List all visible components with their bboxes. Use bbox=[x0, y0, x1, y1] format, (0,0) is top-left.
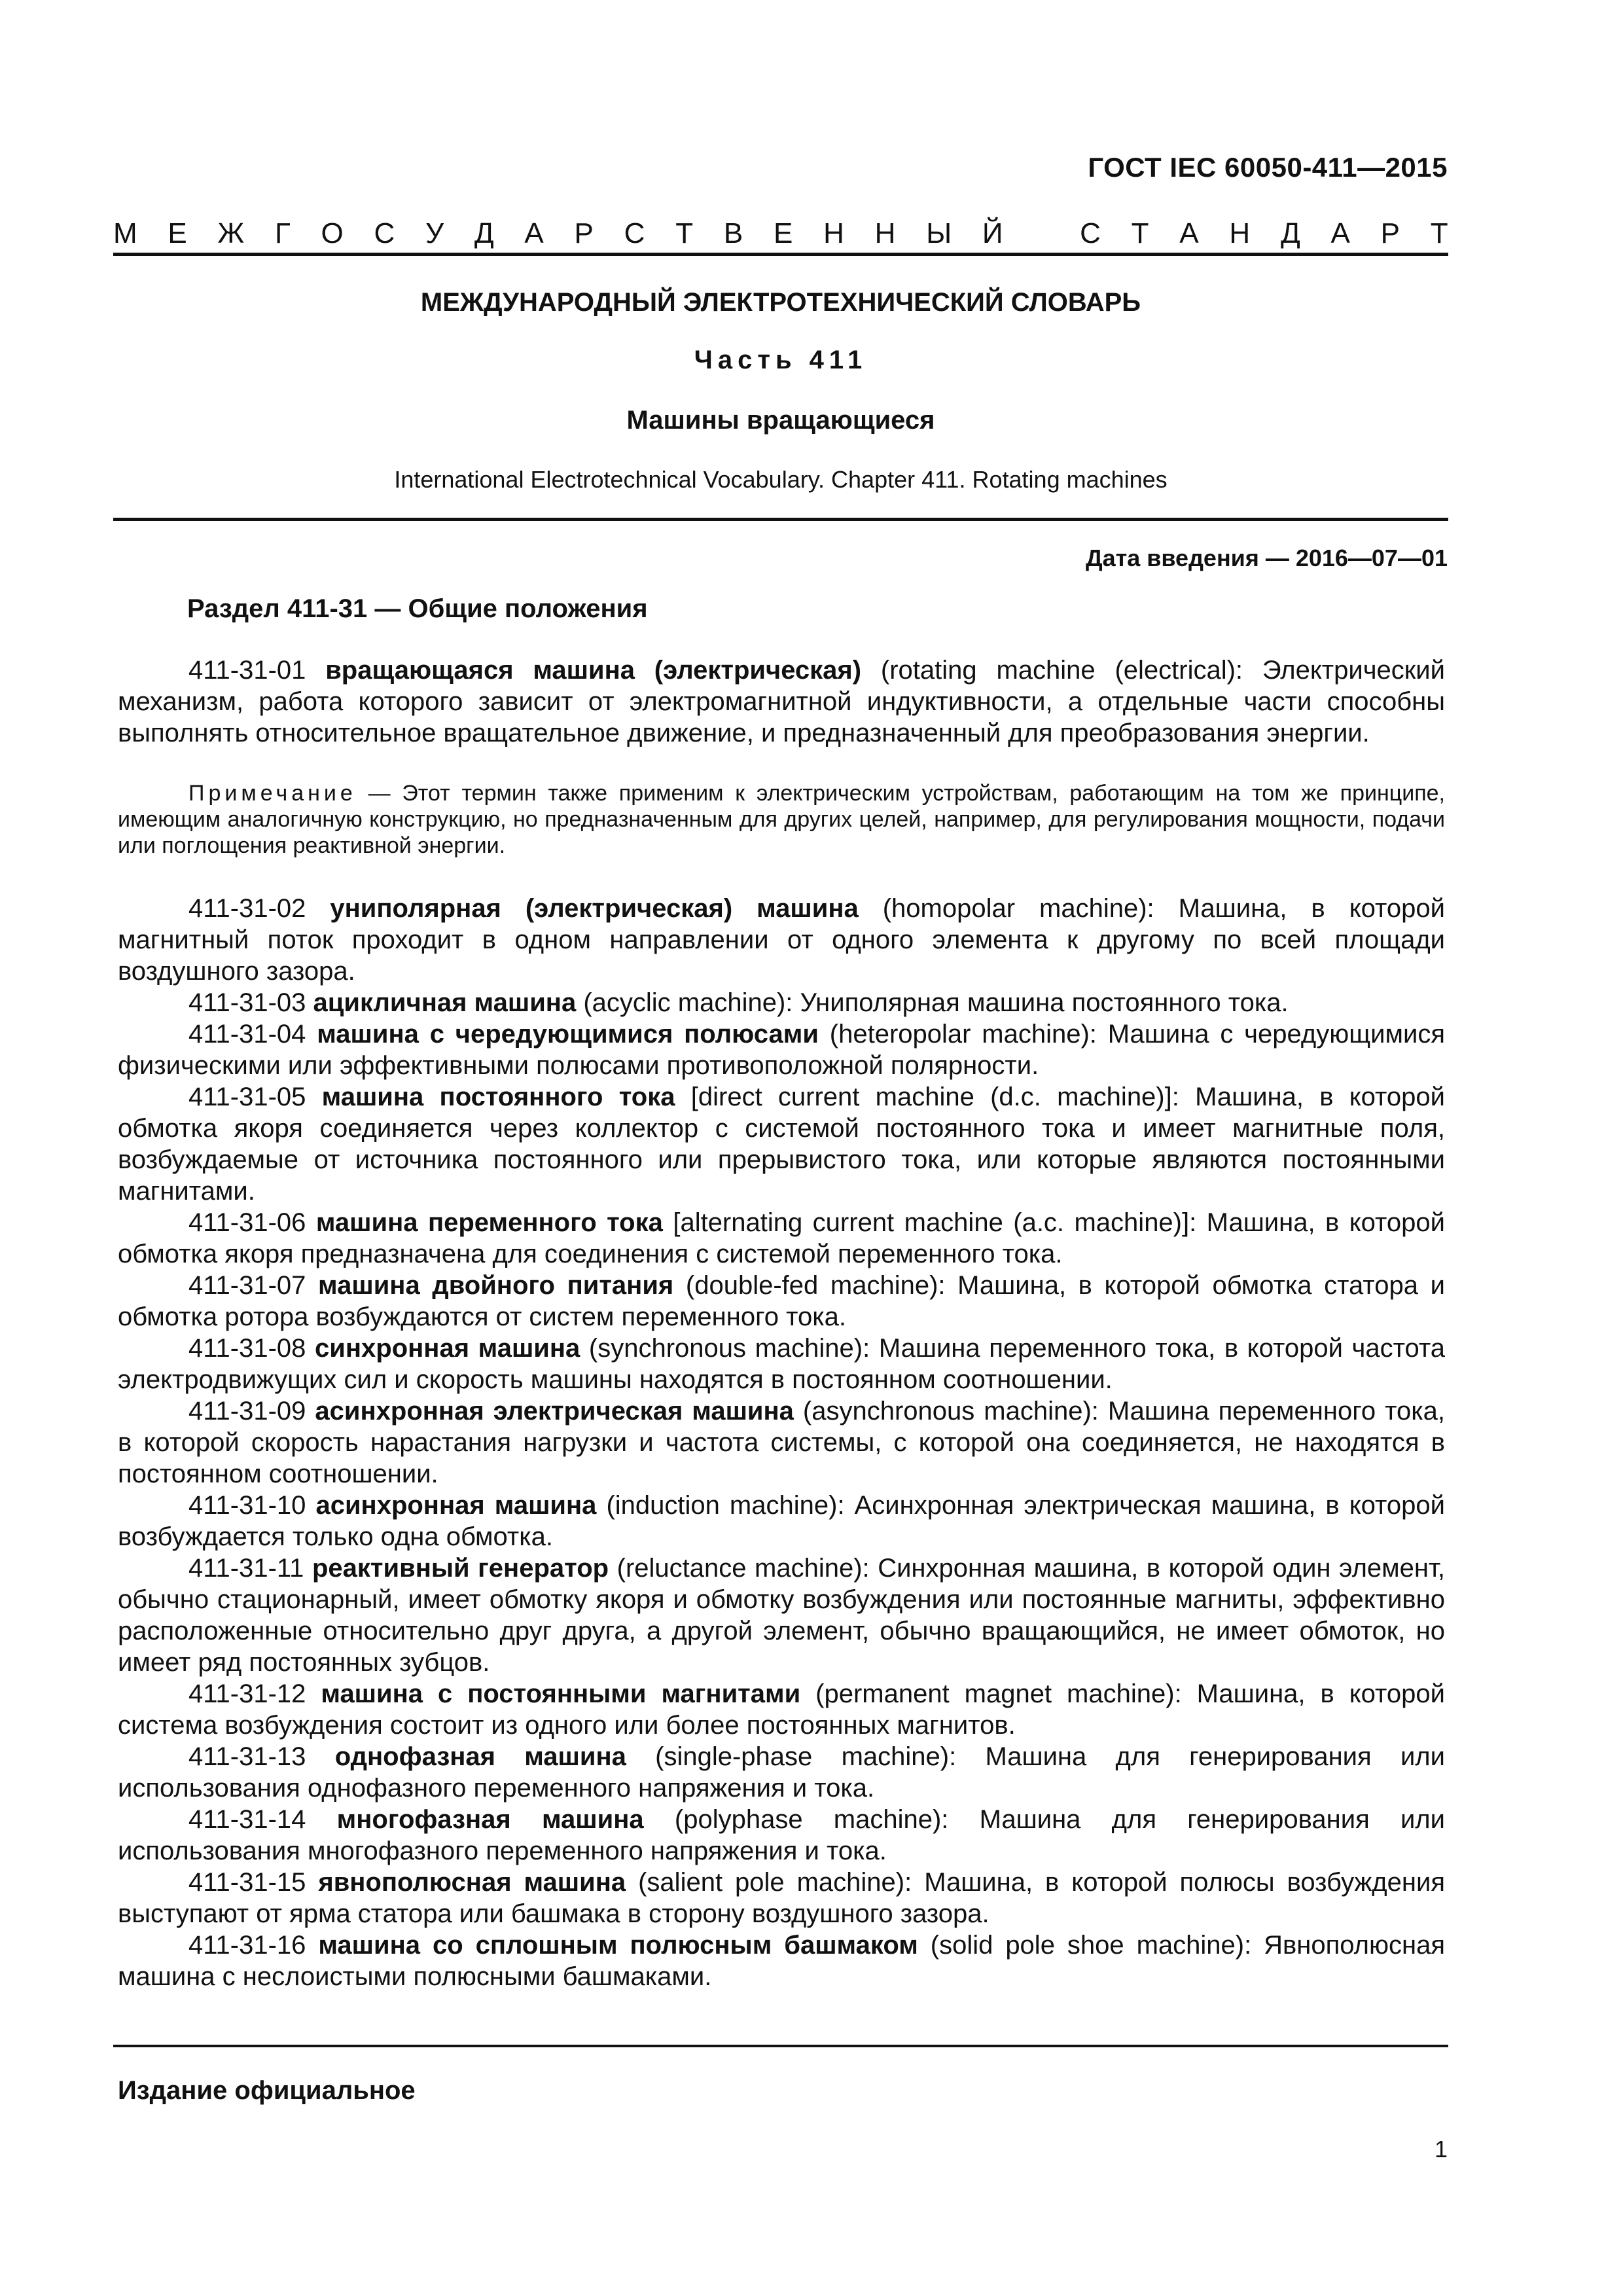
entry-term: машина переменного тока bbox=[315, 1208, 663, 1237]
term-entry bbox=[118, 1552, 1445, 1678]
subtitle: Машины вращающиеся bbox=[626, 406, 935, 435]
gost-code: ГОСТ IEC 60050-411—2015 bbox=[1088, 152, 1448, 183]
entry-term: вращающаяся машина (электрическая) bbox=[325, 656, 862, 685]
banner-letter: С bbox=[374, 217, 395, 249]
entry-term: асинхронная машина bbox=[315, 1491, 597, 1520]
entry-term: машина со сплошным полюсным башмаком bbox=[318, 1931, 918, 1960]
entry-definition: (acyclic machine): Униполярная машина постоянного тока. bbox=[583, 988, 1289, 1017]
banner-letter: Й bbox=[982, 217, 1003, 249]
term-entry bbox=[118, 893, 1445, 987]
entry-term: явнополюсная машина bbox=[318, 1868, 626, 1897]
banner-letter: Ж bbox=[217, 217, 245, 249]
entry-term: машина постоянного тока bbox=[321, 1083, 675, 1111]
entry-definition: [alternating current machine (a.c. machine)]: Машина, в которой обмотка якоря предназначена для соединения с системой переменного тока. bbox=[118, 1208, 1445, 1268]
entry-number: 411-31-01 bbox=[188, 656, 306, 685]
entry-term: ацикличная машина bbox=[313, 988, 577, 1017]
entry-term: машина двойного питания bbox=[318, 1271, 674, 1300]
banner-letter: Д bbox=[474, 217, 494, 249]
banner-letter: О bbox=[321, 217, 344, 249]
term-entry bbox=[118, 987, 1445, 1018]
page-number: 1 bbox=[1434, 2136, 1448, 2162]
entry-term: машина с постоянными магнитами bbox=[321, 1679, 801, 1708]
entry-definition: (synchronous machine): Машина переменного тока, в которой частота электродвижущих сил и скорость машины находятся в постоянном соотношении. bbox=[118, 1334, 1445, 1394]
entry-number: 411-31-08 bbox=[188, 1334, 306, 1363]
entry-number: 411-31-13 bbox=[188, 1742, 306, 1771]
banner-letter: Т bbox=[1131, 217, 1149, 249]
entry-number: 411-31-14 bbox=[188, 1805, 306, 1834]
note-label: Примечание bbox=[188, 781, 357, 806]
entry-term: асинхронная электрическая машина bbox=[315, 1397, 794, 1426]
official-edition-label: Издание официальное bbox=[118, 2076, 416, 2105]
entry-number: 411-31-16 bbox=[188, 1931, 306, 1960]
entry-number: 411-31-06 bbox=[188, 1208, 306, 1237]
standard-banner bbox=[113, 213, 1448, 255]
entry-definition: (reluctance machine): Синхронная машина, в которой один элемент, обычно стационарный, имеет обмотку якоря и обмотку возбуждения или постоянные магниты, эффективно расположенные относительно друг друга, а другой элемент, обычно вращающийся, не имеет обмоток, но имеет ряд постоянных зубцов. bbox=[118, 1554, 1445, 1677]
term-entry bbox=[118, 1490, 1445, 1552]
term-entry bbox=[118, 1929, 1445, 1992]
entry-definition: (single-phase machine): Машина для генерирования или использования однофазного переменного напряжения и тока. bbox=[118, 1742, 1445, 1803]
entry-definition: [direct current machine (d.c. machine)]: Машина, в которой обмотка якоря соединяется через коллектор с системой постоянного тока и имеет магнитные поля, возбуждаемые от источника постоянного или прерывистого тока, или которые являются постоянными магнитами. bbox=[118, 1083, 1445, 1206]
banner-letter: Г bbox=[274, 217, 291, 249]
entry-definition: (salient pole machine): Машина, в которой полюсы возбуждения выступают от ярма статора или башмака в сторону воздушного зазора. bbox=[118, 1868, 1445, 1928]
entry-list-first bbox=[118, 655, 1445, 749]
entry-term: реактивный генератор bbox=[312, 1554, 609, 1583]
entry-term: синхронная машина bbox=[315, 1334, 580, 1363]
entry-definition: (solid pole shoe machine): Явнополюсная машина с неслоистыми полюсными башмаками. bbox=[118, 1931, 1445, 1991]
banner-letter: М bbox=[113, 217, 137, 249]
banner-letter: Е bbox=[168, 217, 187, 249]
title-rule bbox=[113, 518, 1448, 521]
banner-letter: А bbox=[1330, 217, 1350, 249]
entry-number: 411-31-03 bbox=[188, 988, 306, 1017]
term-entry bbox=[118, 655, 1445, 749]
part-title: Часть 411 bbox=[694, 346, 868, 374]
banner-letter: С bbox=[624, 217, 645, 249]
banner-letter: Ы bbox=[926, 217, 952, 249]
note-text: — Этот термин также применим к электрическим устройствам, работающим на том же принципе, имеющим аналогичную конструкцию, но предназначенным для других целей, например, для регулирования мощности, подачи или поглощения реактивной энергии. bbox=[118, 781, 1446, 858]
document-title: МЕЖДУНАРОДНЫЙ ЭЛЕКТРОТЕХНИЧЕСКИЙ СЛОВАРЬ bbox=[420, 288, 1141, 317]
entry-number: 411-31-02 bbox=[188, 894, 306, 923]
banner-letter: Е bbox=[773, 217, 793, 249]
note-block bbox=[118, 780, 1445, 859]
entry-term: униполярная (электрическая) машина bbox=[330, 894, 859, 923]
banner-letter: А bbox=[524, 217, 544, 249]
entry-definition: (asynchronous machine): Машина переменного тока, в которой скорость нарастания нагрузки и частота системы, с которой она соединяется, не находятся в постоянном соотношении. bbox=[118, 1397, 1445, 1488]
banner-letter: Д bbox=[1280, 217, 1300, 249]
banner-letter: Н bbox=[823, 217, 844, 249]
entry-definition: (heteropolar machine): Машина с чередующимися физическими или эффективными полюсами противоположной полярности. bbox=[118, 1020, 1445, 1080]
term-entry bbox=[118, 1867, 1445, 1929]
entry-term: машина с чередующимися полюсами bbox=[317, 1020, 819, 1049]
term-entry bbox=[118, 1081, 1445, 1207]
footer-rule bbox=[113, 2045, 1448, 2047]
entry-definition: (induction machine): Асинхронная электрическая машина, в которой возбуждается только одна обмотка. bbox=[118, 1491, 1445, 1551]
banner-letter: С bbox=[1080, 217, 1101, 249]
entry-number: 411-31-12 bbox=[188, 1679, 306, 1708]
entry-definition: (permanent magnet machine): Машина, в которой система возбуждения состоит из одного или более постоянных магнитов. bbox=[118, 1679, 1445, 1740]
term-entry bbox=[118, 1741, 1445, 1804]
entry-definition: (polyphase machine): Машина для генерирования или использования многофазного переменного напряжения и тока. bbox=[118, 1805, 1445, 1865]
entry-list bbox=[118, 893, 1445, 1992]
banner-letter: Т bbox=[1430, 217, 1448, 249]
banner-letter: Н bbox=[1229, 217, 1251, 249]
entry-number: 411-31-11 bbox=[188, 1554, 304, 1583]
term-entry bbox=[118, 1270, 1445, 1333]
banner-letter: А bbox=[1179, 217, 1199, 249]
term-entry bbox=[118, 1804, 1445, 1867]
banner-letter: Р bbox=[574, 217, 594, 249]
entry-number: 411-31-09 bbox=[188, 1397, 306, 1426]
entry-definition: (double-fed machine): Машина, в которой обмотка статора и обмотка ротора возбуждаются от систем переменного тока. bbox=[118, 1271, 1445, 1331]
entry-number: 411-31-15 bbox=[188, 1868, 306, 1897]
header-rule bbox=[113, 253, 1448, 256]
entry-number: 411-31-07 bbox=[188, 1271, 306, 1300]
banner-letter: В bbox=[723, 217, 743, 249]
banner-letter: Р bbox=[1380, 217, 1400, 249]
section-title: Раздел 411-31 — Общие положения bbox=[187, 594, 648, 623]
entry-number: 411-31-10 bbox=[188, 1491, 306, 1520]
banner-letter: Н bbox=[874, 217, 896, 249]
entry-term: многофазная машина bbox=[336, 1805, 644, 1834]
english-title: International Electrotechnical Vocabulary. Chapter 411. Rotating machines bbox=[394, 466, 1168, 493]
term-entry bbox=[118, 1333, 1445, 1395]
entry-number: 411-31-04 bbox=[188, 1020, 306, 1049]
entry-term: однофазная машина bbox=[334, 1742, 626, 1771]
term-entry bbox=[118, 1678, 1445, 1741]
entry-definition: (rotating machine (electrical): Электрический механизм, работа которого зависит от электромагнитной индуктивности, а отдельные части способны выполнять относительное вращательное движение, и предназначенный для преобразования энергии. bbox=[118, 656, 1445, 747]
term-entry bbox=[118, 1395, 1445, 1490]
banner-letter: Т bbox=[675, 217, 694, 249]
introduction-date: Дата введения — 2016—07—01 bbox=[1085, 545, 1448, 571]
banner-letter: У bbox=[425, 217, 444, 249]
term-entry bbox=[118, 1018, 1445, 1081]
entry-number: 411-31-05 bbox=[188, 1083, 306, 1111]
entry-definition: (homopolar machine): Машина, в которой магнитный поток проходит в одном направлении от одного элемента к другому по всей площади воздушного зазора. bbox=[118, 894, 1445, 986]
term-entry bbox=[118, 1207, 1445, 1270]
